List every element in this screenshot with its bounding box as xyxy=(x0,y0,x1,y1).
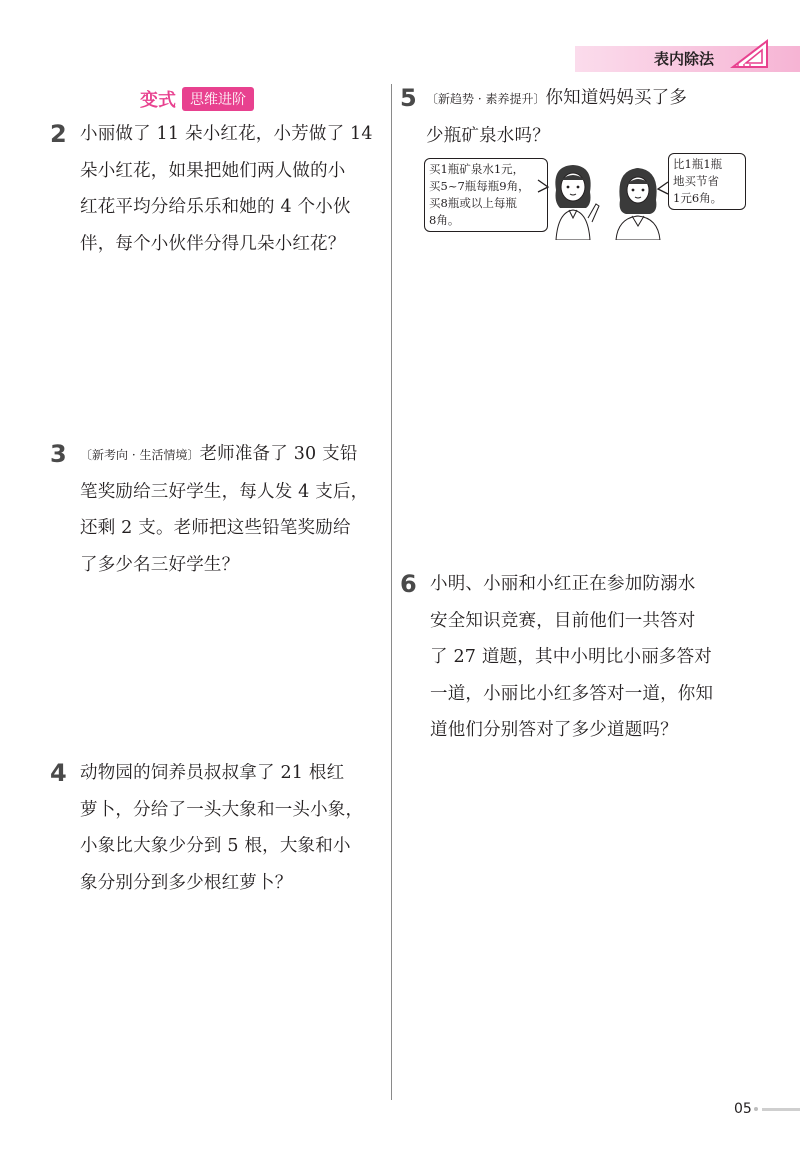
question-number: 3 xyxy=(50,440,67,468)
variant-sublabel: 思维进阶 xyxy=(182,87,254,111)
bubble-line: 地买节省 xyxy=(673,174,719,188)
question-3-text xyxy=(80,436,368,583)
question-line: 道他们分别答对了多少道题吗？ xyxy=(430,720,678,740)
bubble-line: 买5~7瓶每瓶9角， xyxy=(429,179,530,193)
question-line xyxy=(426,80,687,118)
question-line: 动物园的饲养员叔叔拿了 21 根红 xyxy=(80,763,345,783)
bubble-line: 比1瓶1瓶 xyxy=(673,157,723,171)
section-title: 表内除法 xyxy=(654,50,715,68)
girl-illustration-icon xyxy=(542,160,604,240)
bubble-line: 1元6角。 xyxy=(673,191,723,205)
variant-banner xyxy=(140,87,254,111)
bubble-line: 买8瓶或以上每瓶 xyxy=(429,196,517,210)
question-line: 了多少名三好学生？ xyxy=(80,554,240,575)
question-line: 朵小红花，如果把她们两人做的小 xyxy=(80,160,346,181)
mother-illustration-icon xyxy=(612,160,664,240)
question-line: 红花平均分给乐乐和她的 4 个小伙 xyxy=(80,197,351,217)
question-line: 笔奖励给三好学生，每人发 4 支后， xyxy=(80,481,369,502)
question-line xyxy=(80,436,368,474)
question-line: 萝卜，分给了一头大象和一头小象， xyxy=(80,799,364,820)
question-line: 安全知识竞赛，目前他们一共答对 xyxy=(430,610,696,631)
question-number: 4 xyxy=(50,759,67,787)
footer-bar xyxy=(762,1108,800,1111)
speech-bubble-girl xyxy=(424,158,548,232)
question-line: 小象比大象少分到 5 根，大象和小 xyxy=(80,836,351,856)
question-4-text xyxy=(80,755,363,901)
question-line: 象分别分到多少根红萝卜？ xyxy=(80,872,293,893)
question-5-text xyxy=(426,80,687,154)
question-line: 还剩 2 支。老师把这些铅笔奖励给 xyxy=(80,518,351,538)
question-number: 5 xyxy=(400,84,417,112)
page-number: 05 xyxy=(734,1101,752,1117)
question-number: 2 xyxy=(50,120,67,148)
speech-bubble-mother xyxy=(668,153,746,210)
question-line: 了 27 道题，其中小明比小丽多答对 xyxy=(430,647,712,667)
question-line: 一道，小丽比小红多答对一道，你知 xyxy=(430,683,714,704)
question-number: 6 xyxy=(400,570,417,598)
bubble-line: 买1瓶矿泉水1元， xyxy=(429,162,525,176)
ruler-triangle-icon xyxy=(730,38,770,70)
question-line: 小丽做了 11 朵小红花，小芳做了 14 xyxy=(80,124,373,144)
question-tag: 〔新趋势 · 素养提升〕 xyxy=(426,92,546,106)
bubble-line: 8角。 xyxy=(429,213,460,227)
variant-label: 变式 xyxy=(140,90,176,111)
question-line-text: 老师准备了 30 支铅 xyxy=(199,444,358,464)
question-line-text: 你知道妈妈买了多 xyxy=(545,88,688,108)
footer-dot xyxy=(754,1107,758,1111)
question-2-text xyxy=(80,116,373,262)
question-line: 少瓶矿泉水吗？ xyxy=(426,125,550,146)
question-6-text xyxy=(430,566,713,749)
question-line: 小明、小丽和小红正在参加防溺水 xyxy=(430,574,696,594)
question-tag: 〔新考向 · 生活情境〕 xyxy=(80,448,200,462)
column-divider xyxy=(391,84,392,1100)
question-line: 伴，每个小伙伴分得几朵小红花？ xyxy=(80,233,346,254)
